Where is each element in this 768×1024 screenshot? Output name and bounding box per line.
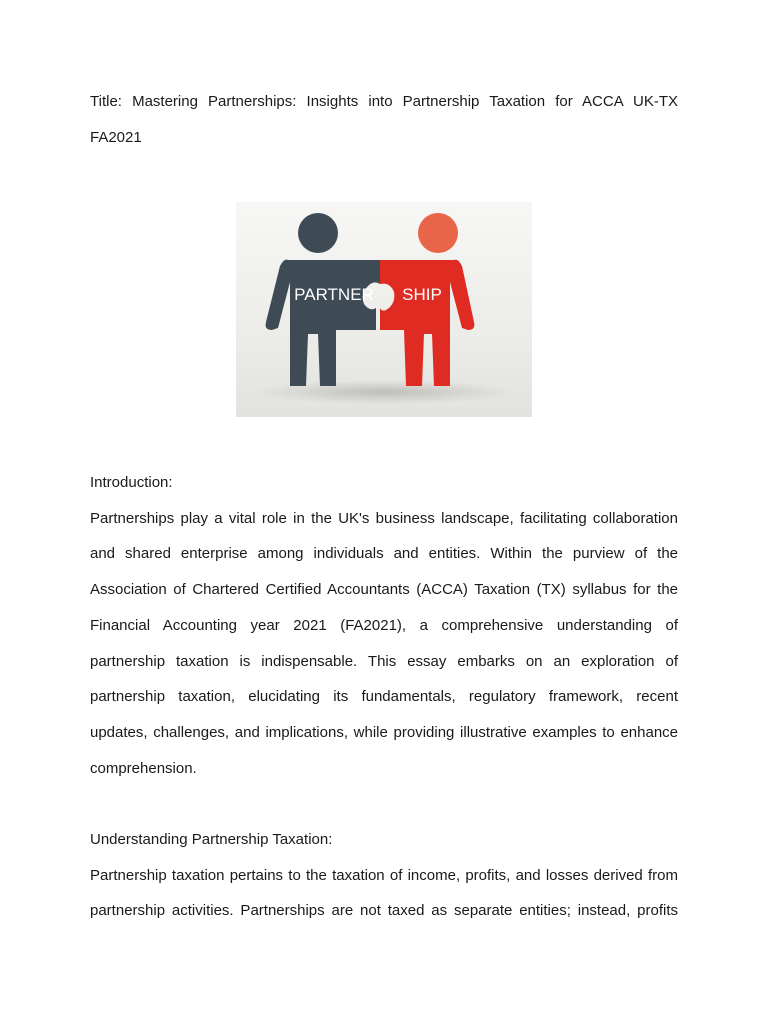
paragraph-line: and shared enterprise among individuals and entities. Within the purview of the [90, 545, 678, 563]
title-line: FA2021 [90, 128, 142, 146]
document-title [90, 84, 678, 155]
paragraph-line: partnership taxation, elucidating its fundamentals, regulatory framework, recent [90, 688, 678, 706]
left-label: PARTNER [294, 285, 374, 304]
partnership-people-image [236, 202, 532, 417]
paragraph-line: partnership activities. Partnerships are not taxed as separate entities; instead, profits [90, 902, 678, 920]
left-body [266, 260, 380, 386]
introduction-section [90, 465, 678, 786]
title-line: Title: Mastering Partnerships: Insights into Partnership Taxation for ACCA UK-TX [90, 93, 678, 110]
section-heading: Introduction: [90, 474, 173, 491]
paragraph-line: partnership taxation is indispensable. This essay embarks on an exploration of [90, 652, 678, 670]
partnership-illustration [236, 202, 532, 417]
paragraph-line: Financial Accounting year 2021 (FA2021), a comprehensive understanding of [90, 616, 678, 634]
paragraph-line: Partnerships play a vital role in the UK's business landscape, facilitating collaboration [90, 509, 678, 527]
paragraph-line: Partnership taxation pertains to the taxation of income, profits, and losses derived from [90, 866, 678, 884]
understanding-section [90, 822, 678, 929]
right-head [418, 213, 458, 253]
right-label: SHIP [402, 285, 442, 304]
paragraph-line: comprehension. [90, 759, 197, 777]
paragraph-line: Association of Chartered Certified Accountants (ACCA) Taxation (TX) syllabus for the [90, 581, 678, 599]
paragraph-line: updates, challenges, and implications, while providing illustrative examples to enhance [90, 723, 678, 741]
left-head [298, 213, 338, 253]
section-heading: Understanding Partnership Taxation: [90, 831, 333, 848]
right-body [380, 260, 474, 386]
